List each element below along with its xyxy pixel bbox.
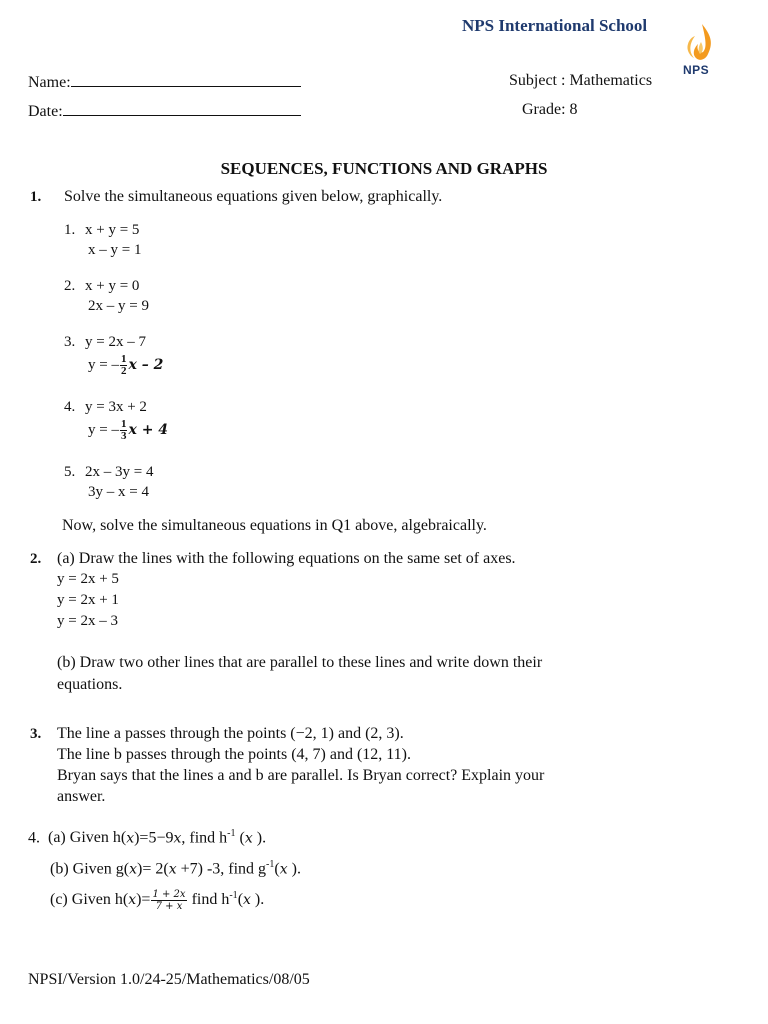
equation-part: y = – bbox=[88, 421, 119, 438]
text-part: ( bbox=[274, 860, 280, 878]
variable: x bbox=[244, 830, 253, 847]
numerator: 1 bbox=[120, 353, 127, 365]
text-part: find h bbox=[187, 891, 230, 909]
text-part: (b) Given g( bbox=[50, 860, 130, 878]
name-field[interactable] bbox=[28, 72, 301, 92]
equation: y = 2x – 7 bbox=[85, 334, 146, 350]
denominator: 2 bbox=[120, 365, 127, 377]
q3-line: answer. bbox=[57, 788, 106, 805]
fraction bbox=[120, 419, 128, 442]
q1-item-number: 2. bbox=[64, 278, 76, 294]
superscript: -1 bbox=[227, 828, 236, 839]
equation-part: x – 2 bbox=[128, 356, 164, 373]
page-title: SEQUENCES, FUNCTIONS AND GRAPHS bbox=[220, 159, 548, 178]
superscript: -1 bbox=[229, 889, 238, 901]
q1-item-2 bbox=[64, 278, 139, 295]
equation-fraction bbox=[88, 354, 163, 377]
logo-text: NPS bbox=[683, 63, 710, 77]
q3-line: The line a passes through the points (−2, 1) and (2, 3). bbox=[57, 725, 404, 742]
name-line[interactable] bbox=[71, 72, 301, 87]
text-part: ). bbox=[252, 829, 267, 847]
school-logo bbox=[680, 22, 724, 80]
variable: x bbox=[129, 861, 137, 878]
q1-item-number: 3. bbox=[64, 334, 76, 350]
q1-number: 1. bbox=[30, 189, 42, 205]
q3-number: 3. bbox=[30, 726, 42, 742]
q1-prompt: Solve the simultaneous equations given below, graphically. bbox=[64, 188, 443, 205]
name-label: Name: bbox=[28, 74, 71, 91]
numerator: 1 + 2x bbox=[152, 889, 186, 900]
subject-text: Subject : Mathematics bbox=[509, 72, 653, 89]
equation: y = 2x + 5 bbox=[57, 571, 119, 587]
equation-fraction bbox=[88, 419, 168, 442]
equation: y = 3x + 2 bbox=[85, 399, 147, 415]
q3-line: The line b passes through the points (4, 7) and (12, 11). bbox=[57, 746, 412, 763]
text-part: (c) Given h( bbox=[50, 891, 129, 909]
equation: y = 2x – 3 bbox=[57, 613, 118, 629]
equation-part: x + 4 bbox=[128, 421, 169, 438]
q1-item-number: 5. bbox=[64, 464, 76, 480]
date-line[interactable] bbox=[63, 101, 301, 116]
text-part: (a) Given h( bbox=[48, 829, 127, 847]
variable: x bbox=[279, 861, 288, 878]
q2-part-b-cont: equations. bbox=[57, 676, 123, 693]
q4-part-b bbox=[50, 859, 301, 878]
variable: x bbox=[128, 892, 137, 909]
q1-item-1 bbox=[64, 222, 139, 239]
equation: 2x – y = 9 bbox=[88, 298, 149, 314]
school-name: NPS International School bbox=[462, 16, 648, 35]
equation: 2x – 3y = 4 bbox=[85, 464, 154, 480]
q2-part-b: (b) Draw two other lines that are parallel to these lines and write down their bbox=[57, 654, 543, 671]
denominator: 3 bbox=[120, 430, 127, 442]
variable: x bbox=[168, 861, 177, 878]
variable: x bbox=[173, 830, 182, 847]
fraction bbox=[120, 354, 128, 377]
date-label: Date: bbox=[28, 103, 63, 120]
q1-followup: Now, solve the simultaneous equations in Q1 above, algebraically. bbox=[62, 517, 487, 534]
variable: x bbox=[126, 830, 135, 847]
equation: y = 2x + 1 bbox=[57, 592, 119, 608]
equation: x + y = 0 bbox=[85, 278, 140, 294]
equation: x – y = 1 bbox=[88, 242, 142, 258]
fraction bbox=[151, 889, 186, 912]
q1-item-5 bbox=[64, 464, 153, 481]
flame-icon bbox=[680, 22, 724, 64]
text-part: +7) -3, find g bbox=[176, 860, 267, 878]
q2-part-a: (a) Draw the lines with the following equations on the same set of axes. bbox=[57, 550, 516, 567]
equation-part: y = – bbox=[88, 356, 119, 373]
equation: x + y = 5 bbox=[85, 222, 140, 238]
text-part: ). bbox=[287, 860, 301, 878]
text-part: ( bbox=[237, 891, 244, 909]
q3-line: Bryan says that the lines a and b are parallel. Is Bryan correct? Explain your bbox=[57, 767, 545, 784]
text-part: )= 2( bbox=[137, 860, 169, 878]
q1-item-4 bbox=[64, 399, 147, 416]
q1-item-number: 1. bbox=[64, 222, 76, 238]
q2-number: 2. bbox=[30, 551, 42, 567]
q4-part-c bbox=[50, 889, 264, 912]
numerator: 1 bbox=[120, 418, 127, 430]
footer-version: NPSI/Version 1.0/24-25/Mathematics/08/05 bbox=[28, 971, 310, 988]
variable: x bbox=[243, 892, 251, 909]
text-part: , find h bbox=[181, 829, 228, 847]
q1-item-3 bbox=[64, 334, 146, 351]
equation: 3y – x = 4 bbox=[88, 484, 149, 500]
denominator: 7 + x bbox=[155, 901, 183, 912]
q4-number: 4. bbox=[28, 829, 40, 847]
text-part: )=5−9 bbox=[134, 829, 174, 847]
text-part: )= bbox=[136, 891, 151, 909]
q4-part-a bbox=[28, 828, 266, 847]
grade-text: Grade: 8 bbox=[522, 101, 578, 118]
q1-item-number: 4. bbox=[64, 399, 76, 415]
superscript: -1 bbox=[266, 859, 275, 870]
date-field[interactable] bbox=[28, 101, 301, 121]
text-part: ( bbox=[235, 829, 245, 847]
text-part: ). bbox=[250, 891, 265, 909]
